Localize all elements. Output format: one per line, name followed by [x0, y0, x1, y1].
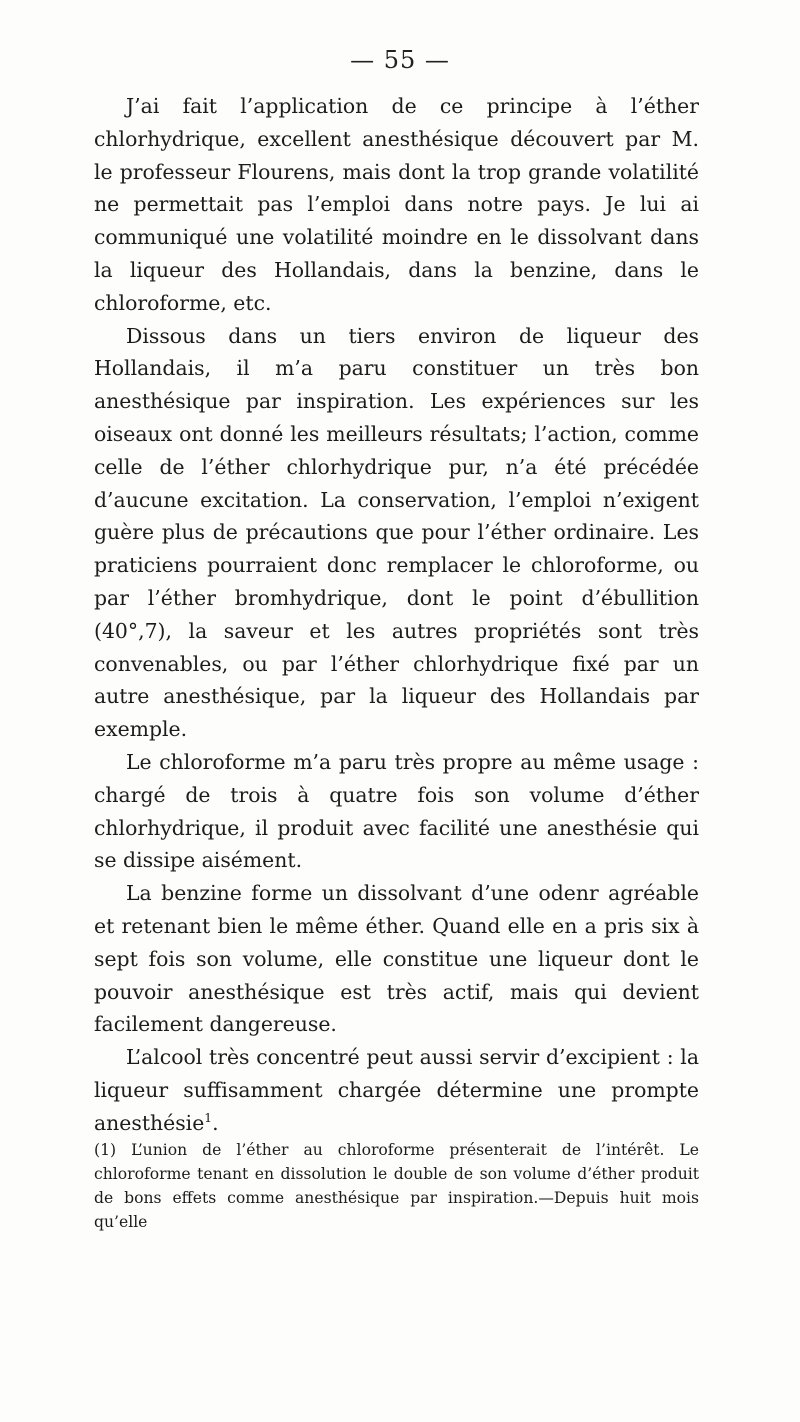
paragraph-5	[94, 1041, 699, 1139]
paragraph-3: Le chloroforme m’a paru très propre au même usage : chargé de trois à quatre fois son volume d’éther chlorhydrique, il produit avec facilité une anesthésie qui se dissipe aisément.	[94, 749, 699, 873]
footnote-marker: 1	[204, 1110, 213, 1125]
paragraph-2: Dissous dans un tiers environ de liqueur des Hollandais, il m’a paru constituer un très bon anesthésique par inspiration. Les expériences sur les oiseaux ont donné les meilleurs résultats; l’action, comme celle de l’éther chlorhydrique pur, n’a été précédée d’aucune excitation. La conservation, l’emploi n’exigent guère plus de précautions que pour l’éther ordinaire. Les praticiens pourraient donc remplacer le chloroforme, ou par l’éther bromhydrique, dont le point d’ébullition (40°,7), la saveur et les autres propriétés sont très convenables, ou par l’éther chlorhydrique fixé par un autre anesthésique, par la liqueur des Hollandais par exemple.	[94, 323, 699, 742]
paragraph-4: La benzine forme un dissolvant d’une odenr agréable et retenant bien le même éther. Quand elle en a pris six à sept fois son volume, elle constitue une liqueur dont le pouvoir anesthésique est très actif, mais qui devient facilement dangereuse.	[94, 881, 699, 1037]
paragraph-1: J’ai fait l’application de ce principe à l’éther chlorhydrique, excellent anesthésique découvert par M. le professeur Flourens, mais dont la trop grande volatilité ne permettait pas l’emploi dans notre pays. Je lui ai communiqué une volatilité moindre en le dissolvant dans la liqueur des Hollandais, dans la benzine, dans le chloroforme, etc.	[94, 94, 699, 315]
paragraph-5-text: L’alcool très concentré peut aussi servir d’excipient : la liqueur suffisamment chargée détermine une prompte anesthésie	[94, 1045, 699, 1135]
paragraph-5-end: .	[212, 1110, 219, 1135]
body-text	[94, 90, 699, 1140]
page-number: — 55 —	[350, 46, 450, 74]
footnote: (1) L’union de l’éther au chloroforme présenterait de l’intérêt. Le chloroforme tenant en dissolution le double de son volume d’éther produit de bons effets comme anesthésique par inspiration.—Depuis huit mois qu’elle	[94, 1141, 699, 1231]
